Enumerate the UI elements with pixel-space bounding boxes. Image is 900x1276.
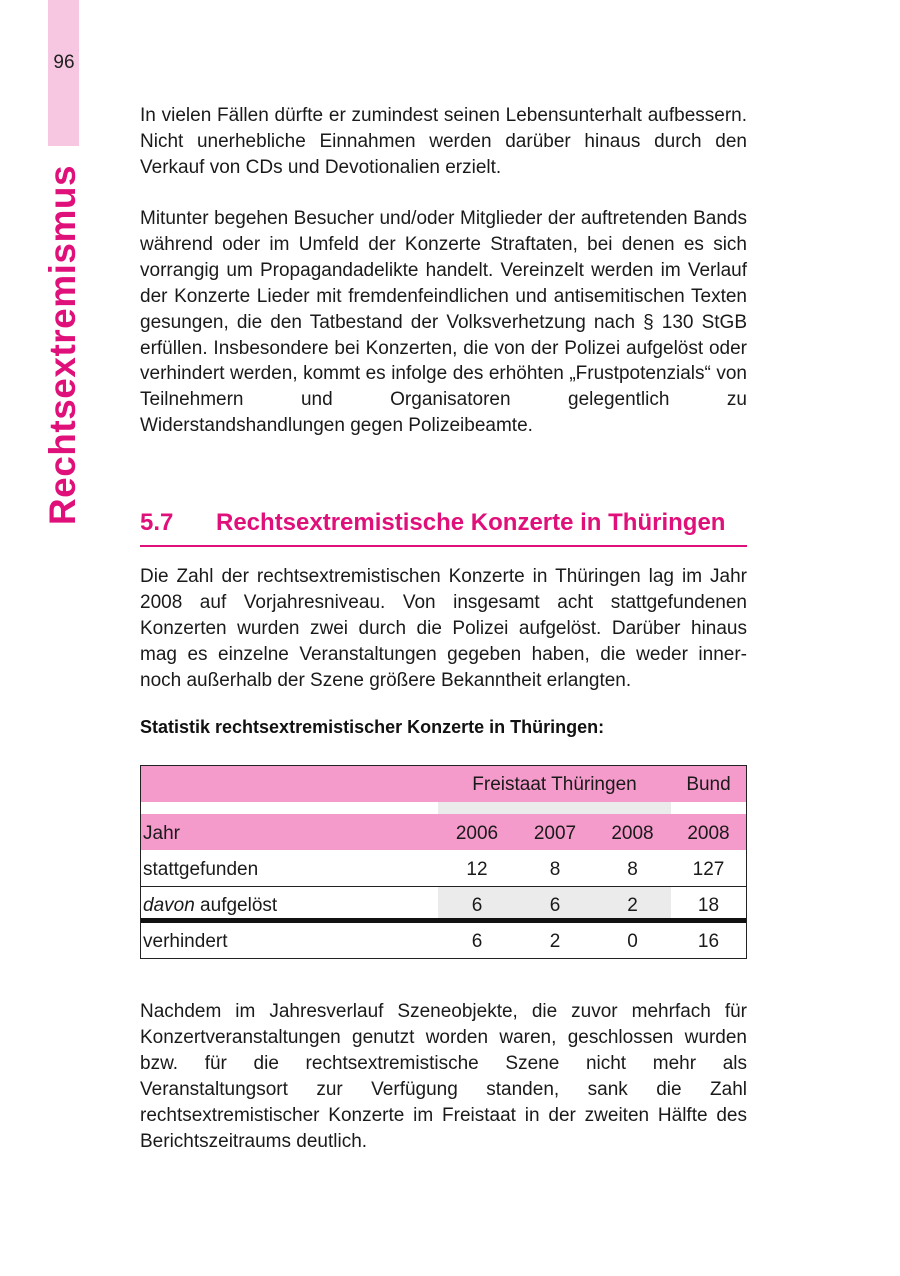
year-2007: 2007	[533, 823, 577, 844]
statistics-table	[140, 765, 747, 959]
table-caption: Statistik rechtsextremistischer Konzerte in Thüringen:	[140, 717, 605, 737]
state-column-gap-shade	[438, 802, 671, 814]
row-label-rest: aufgelöst	[194, 895, 278, 916]
table-cell: 6	[549, 895, 561, 916]
side-chapter-title: Rechtsextremismus	[42, 164, 83, 526]
paragraph-closing: Nachdem im Jahresverlauf Szeneobjekte, die zuvor mehrfach für Konzertveranstaltungen genutzt worden waren, geschlossen wurden bzw. für die rechtsextremistische Szene nicht mehr als Veranstaltungsort zur Verfügung standen, sank die Zahl rechtsextremistischer Konzerte im Freistaat in der zweiten Hälfte des Berichtszeitraums deutlich.	[140, 1001, 747, 1152]
table-cell: 6	[471, 931, 483, 952]
table-cell: 2	[549, 931, 561, 952]
table-cell: 8	[549, 859, 561, 880]
table-cell: 18	[697, 895, 720, 916]
table-cell: 12	[466, 859, 488, 880]
paragraph-intro: In vielen Fällen dürfte er zumindest seinen Lebensunterhalt aufbessern. Nicht unerhebliche Einnahmen werden darüber hinaus durch den Verkauf von CDs und Devotionalien erzielt.	[140, 105, 747, 178]
section-title: Rechtsextremistische Konzerte in Thüringen	[216, 509, 726, 536]
year-2008: 2008	[611, 823, 654, 844]
header-bund: Bund	[686, 774, 731, 795]
section-number: 5.7	[140, 509, 174, 536]
table-cell: 2	[627, 895, 638, 916]
year-2008-bund: 2008	[687, 823, 730, 844]
table-cell: 8	[627, 859, 638, 880]
page-number: 96	[53, 52, 75, 73]
paragraph-section-intro: Die Zahl der rechtsextremistischen Konzerte in Thüringen lag im Jahr 2008 auf Vorjahresniveau. Von insgesamt acht stattgefundenen Konzerten wurden zwei durch die Polizei aufgelöst. Darüber hinaus mag es einzelne Veranstaltungen gegeben haben, die weder inner- noch außerhalb der Szene größere Bekanntheit erlangten.	[140, 566, 747, 691]
row-label-aufgeloest	[143, 895, 277, 917]
row-label-stattgefunden: stattgefunden	[143, 859, 259, 880]
table-cell: 16	[697, 931, 720, 952]
year-2006: 2006	[455, 823, 499, 844]
paragraph-crimes: Mitunter begehen Besucher und/oder Mitglieder der auftretenden Bands während oder im Umfeld der Konzerte Straftaten, bei denen es sich vorrangig um Propagandadelikte handelt. Vereinzelt werden im Verlauf der Konzerte Lieder mit fremdenfeindlichen und antisemitischen Texten gesungen, die den Tatbestand der Volksverhetzung nach § 130 StGB erfüllen. Insbesondere bei Konzerten, die von der Polizei aufgelöst oder verhindert werden, kommt es infolge des erhöhten „Frustpotenzials“ von Teilnehmern und Organisatoren gelegentlich zu Widerstandshandlungen gegen Polizeibeamte.	[140, 208, 747, 437]
row-label-emphasis: davon	[143, 895, 195, 916]
year-label: Jahr	[143, 823, 180, 844]
row-label-verhindert: verhindert	[143, 931, 228, 952]
table-cell: 0	[627, 931, 638, 952]
table-cell: 6	[471, 895, 483, 916]
header-freistaat: Freistaat Thüringen	[472, 774, 637, 795]
section-heading	[140, 505, 747, 547]
table-cell: 127	[692, 859, 725, 880]
